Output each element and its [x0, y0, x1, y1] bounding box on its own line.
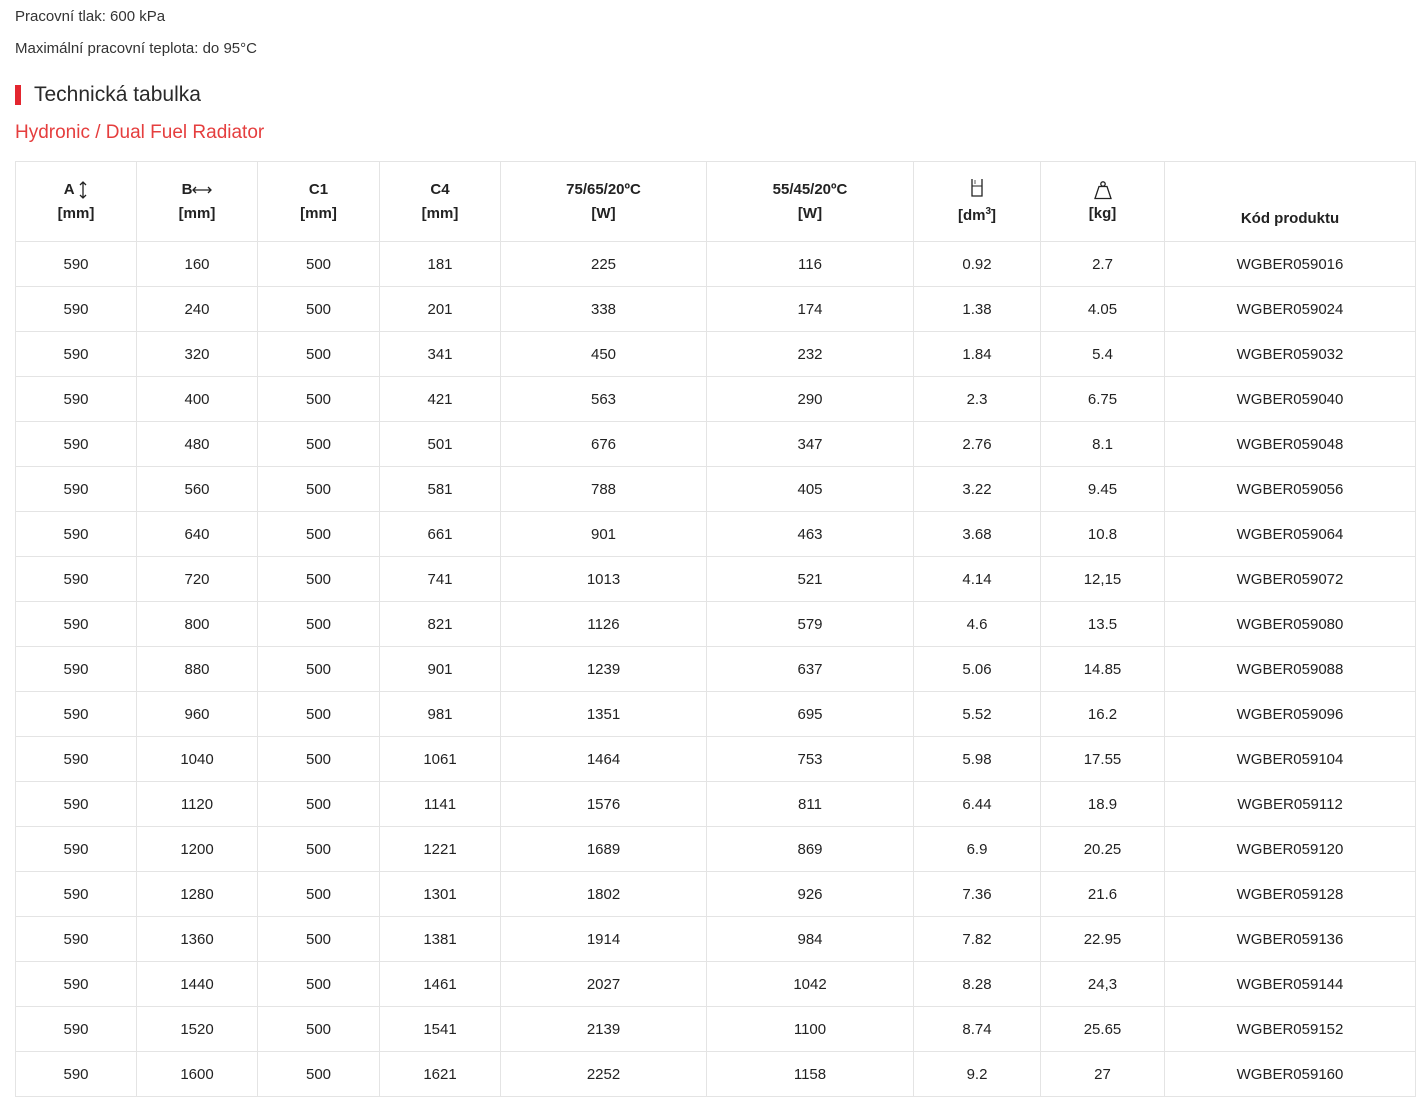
- cell-weight: 14.85: [1041, 647, 1165, 692]
- table-row: [16, 692, 1416, 737]
- cell-a: 590: [16, 1052, 137, 1097]
- cell-output-55: 116: [707, 242, 914, 287]
- cell-output-75: 2027: [501, 962, 707, 1007]
- cell-output-75: 2139: [501, 1007, 707, 1052]
- header-output-75-label: 75/65/20ºC: [566, 180, 641, 198]
- table-row: [16, 872, 1416, 917]
- cell-c1: 500: [258, 647, 380, 692]
- table-row: [16, 467, 1416, 512]
- cell-b: 1440: [137, 962, 258, 1007]
- cell-product-code: WGBER059064: [1165, 512, 1416, 557]
- cell-output-75: 788: [501, 467, 707, 512]
- cell-c4: 1621: [380, 1052, 501, 1097]
- cell-c1: 500: [258, 782, 380, 827]
- cell-a: 590: [16, 917, 137, 962]
- cell-output-55: 1042: [707, 962, 914, 1007]
- table-row: [16, 557, 1416, 602]
- cell-weight: 18.9: [1041, 782, 1165, 827]
- cell-c4: 901: [380, 647, 501, 692]
- cell-weight: 13.5: [1041, 602, 1165, 647]
- table-row: [16, 917, 1416, 962]
- table-row: [16, 242, 1416, 287]
- table-row: [16, 512, 1416, 557]
- cell-a: 590: [16, 287, 137, 332]
- table-header-row: [16, 162, 1416, 242]
- cell-volume: 5.06: [914, 647, 1041, 692]
- cell-output-55: 174: [707, 287, 914, 332]
- cell-c4: 821: [380, 602, 501, 647]
- cell-weight: 9.45: [1041, 467, 1165, 512]
- header-c1-label: C1: [308, 180, 329, 198]
- cell-output-75: 1576: [501, 782, 707, 827]
- header-weight-unit: [kg]: [1088, 204, 1117, 222]
- table-row: [16, 377, 1416, 422]
- cell-output-75: 338: [501, 287, 707, 332]
- cell-output-55: 695: [707, 692, 914, 737]
- cell-output-75: 450: [501, 332, 707, 377]
- cell-output-55: 869: [707, 827, 914, 872]
- cell-output-55: 405: [707, 467, 914, 512]
- cell-c1: 500: [258, 917, 380, 962]
- cell-weight: 4.05: [1041, 287, 1165, 332]
- header-a-label: A: [63, 180, 75, 198]
- header-c1: [258, 162, 380, 242]
- cell-c4: 1301: [380, 872, 501, 917]
- header-c4: [380, 162, 501, 242]
- cell-output-55: 1100: [707, 1007, 914, 1052]
- cell-a: 590: [16, 242, 137, 287]
- cell-product-code: WGBER059032: [1165, 332, 1416, 377]
- cell-c4: 181: [380, 242, 501, 287]
- cell-volume: 8.74: [914, 1007, 1041, 1052]
- cell-product-code: WGBER059056: [1165, 467, 1416, 512]
- cell-product-code: WGBER059160: [1165, 1052, 1416, 1097]
- cell-volume: 1.84: [914, 332, 1041, 377]
- cell-b: 1360: [137, 917, 258, 962]
- cell-product-code: WGBER059152: [1165, 1007, 1416, 1052]
- cell-c1: 500: [258, 467, 380, 512]
- cell-c1: 500: [258, 287, 380, 332]
- cell-c1: 500: [258, 737, 380, 782]
- header-c1-unit: [mm]: [300, 204, 337, 222]
- weight-icon: [1093, 180, 1113, 200]
- cell-product-code: WGBER059096: [1165, 692, 1416, 737]
- cell-output-75: 1351: [501, 692, 707, 737]
- cell-product-code: WGBER059040: [1165, 377, 1416, 422]
- cell-a: 590: [16, 602, 137, 647]
- cell-output-75: 225: [501, 242, 707, 287]
- cell-weight: 12,15: [1041, 557, 1165, 602]
- cell-output-75: 1802: [501, 872, 707, 917]
- table-row: [16, 962, 1416, 1007]
- cell-weight: 5.4: [1041, 332, 1165, 377]
- cell-a: 590: [16, 377, 137, 422]
- cell-a: 590: [16, 467, 137, 512]
- cell-output-75: 676: [501, 422, 707, 467]
- section-title: Technická tabulka: [34, 83, 201, 106]
- cell-product-code: WGBER059144: [1165, 962, 1416, 1007]
- cell-output-55: 811: [707, 782, 914, 827]
- header-b-label: B: [181, 180, 193, 198]
- cell-product-code: WGBER059128: [1165, 872, 1416, 917]
- cell-a: 590: [16, 692, 137, 737]
- header-a: [16, 162, 137, 242]
- cell-c1: 500: [258, 872, 380, 917]
- table-row: [16, 827, 1416, 872]
- cell-b: 800: [137, 602, 258, 647]
- cell-output-55: 637: [707, 647, 914, 692]
- table-row: [16, 422, 1416, 467]
- cell-b: 720: [137, 557, 258, 602]
- technical-table: [15, 161, 1416, 1097]
- header-output-75: [501, 162, 707, 242]
- cell-volume: 2.76: [914, 422, 1041, 467]
- cell-output-55: 463: [707, 512, 914, 557]
- header-volume-unit: $[dm^3]$: [957, 205, 997, 224]
- cell-volume: 7.82: [914, 917, 1041, 962]
- cell-output-55: 232: [707, 332, 914, 377]
- cell-weight: 27: [1041, 1052, 1165, 1097]
- table-row: [16, 782, 1416, 827]
- cell-weight: 24,3: [1041, 962, 1165, 1007]
- cell-c4: 581: [380, 467, 501, 512]
- cell-weight: 21.6: [1041, 872, 1165, 917]
- cell-output-55: 753: [707, 737, 914, 782]
- cell-product-code: WGBER059016: [1165, 242, 1416, 287]
- cell-b: 960: [137, 692, 258, 737]
- cell-weight: 2.7: [1041, 242, 1165, 287]
- cell-output-75: 1013: [501, 557, 707, 602]
- table-row: [16, 1052, 1416, 1097]
- cell-c1: 500: [258, 1007, 380, 1052]
- cell-b: 880: [137, 647, 258, 692]
- cell-weight: 8.1: [1041, 422, 1165, 467]
- cell-c1: 500: [258, 692, 380, 737]
- cell-volume: 2.3: [914, 377, 1041, 422]
- cell-product-code: WGBER059120: [1165, 827, 1416, 872]
- cell-a: 590: [16, 962, 137, 1007]
- working-pressure-text: Pracovní tlak: 600 kPa: [15, 8, 166, 25]
- cell-weight: 10.8: [1041, 512, 1165, 557]
- cell-product-code: WGBER059112: [1165, 782, 1416, 827]
- max-temperature-text: Maximální pracovní teplota: do 95°C: [15, 40, 257, 57]
- product-subtitle: Hydronic / Dual Fuel Radiator: [15, 122, 265, 143]
- table-row: [16, 1007, 1416, 1052]
- cell-c4: 421: [380, 377, 501, 422]
- cell-output-75: 1689: [501, 827, 707, 872]
- cell-output-55: 290: [707, 377, 914, 422]
- cell-c1: 500: [258, 602, 380, 647]
- cell-volume: 0.92: [914, 242, 1041, 287]
- table-body: [16, 242, 1416, 1097]
- cell-b: 1120: [137, 782, 258, 827]
- cell-c4: 981: [380, 692, 501, 737]
- vertical-arrow-icon: [78, 181, 88, 199]
- header-volume: [914, 162, 1041, 242]
- cell-volume: 5.52: [914, 692, 1041, 737]
- cell-volume: 4.6: [914, 602, 1041, 647]
- cell-output-75: 1126: [501, 602, 707, 647]
- cell-a: 590: [16, 512, 137, 557]
- cell-output-55: 521: [707, 557, 914, 602]
- cell-a: 590: [16, 1007, 137, 1052]
- cell-c1: 500: [258, 557, 380, 602]
- cell-output-55: 347: [707, 422, 914, 467]
- cell-output-75: 563: [501, 377, 707, 422]
- cell-output-75: 1239: [501, 647, 707, 692]
- cell-volume: 3.22: [914, 467, 1041, 512]
- cell-b: 400: [137, 377, 258, 422]
- header-output-55-label: 55/45/20ºC: [772, 180, 848, 198]
- cell-weight: 6.75: [1041, 377, 1165, 422]
- section-accent-bar: [15, 85, 21, 105]
- cell-a: 590: [16, 827, 137, 872]
- cell-b: 160: [137, 242, 258, 287]
- cell-weight: 25.65: [1041, 1007, 1165, 1052]
- cell-c1: 500: [258, 242, 380, 287]
- header-product-code-label: Kód produktu: [1240, 210, 1340, 227]
- cell-b: 1200: [137, 827, 258, 872]
- cell-c4: 341: [380, 332, 501, 377]
- cell-b: 320: [137, 332, 258, 377]
- cell-b: 240: [137, 287, 258, 332]
- cell-a: 590: [16, 557, 137, 602]
- header-c4-label: C4: [430, 180, 450, 198]
- cell-c4: 741: [380, 557, 501, 602]
- cell-b: 640: [137, 512, 258, 557]
- cell-product-code: WGBER059104: [1165, 737, 1416, 782]
- header-product-code: [1165, 162, 1416, 242]
- cell-a: 590: [16, 872, 137, 917]
- cell-product-code: WGBER059088: [1165, 647, 1416, 692]
- cell-c4: 201: [380, 287, 501, 332]
- table-row: [16, 737, 1416, 782]
- header-b-unit: [mm]: [178, 204, 216, 222]
- cell-a: 590: [16, 782, 137, 827]
- cell-volume: 6.44: [914, 782, 1041, 827]
- table-row: [16, 647, 1416, 692]
- cell-weight: 20.25: [1041, 827, 1165, 872]
- cell-c1: 500: [258, 962, 380, 1007]
- cell-c1: 500: [258, 332, 380, 377]
- cell-product-code: WGBER059080: [1165, 602, 1416, 647]
- table-row: [16, 602, 1416, 647]
- header-output-55-unit: [W]: [797, 204, 823, 222]
- water-volume-icon: [970, 178, 984, 198]
- cell-volume: 9.2: [914, 1052, 1041, 1097]
- header-b: [137, 162, 258, 242]
- cell-output-75: 901: [501, 512, 707, 557]
- cell-output-55: 984: [707, 917, 914, 962]
- cell-b: 560: [137, 467, 258, 512]
- cell-c1: 500: [258, 512, 380, 557]
- header-output-55: [707, 162, 914, 242]
- cell-weight: 22.95: [1041, 917, 1165, 962]
- table-row: [16, 332, 1416, 377]
- cell-volume: 7.36: [914, 872, 1041, 917]
- cell-product-code: WGBER059048: [1165, 422, 1416, 467]
- cell-c4: 1141: [380, 782, 501, 827]
- cell-volume: 8.28: [914, 962, 1041, 1007]
- cell-b: 1040: [137, 737, 258, 782]
- cell-c4: 1381: [380, 917, 501, 962]
- header-c4-unit: [mm]: [421, 204, 459, 222]
- cell-c1: 500: [258, 827, 380, 872]
- cell-a: 590: [16, 647, 137, 692]
- cell-output-75: 2252: [501, 1052, 707, 1097]
- cell-a: 590: [16, 737, 137, 782]
- cell-c4: 661: [380, 512, 501, 557]
- header-output-75-unit: [W]: [591, 204, 616, 222]
- cell-output-55: 926: [707, 872, 914, 917]
- cell-c4: 1061: [380, 737, 501, 782]
- cell-c1: 500: [258, 1052, 380, 1097]
- cell-c1: 500: [258, 377, 380, 422]
- cell-weight: 17.55: [1041, 737, 1165, 782]
- header-weight: [1041, 162, 1165, 242]
- cell-volume: 1.38: [914, 287, 1041, 332]
- cell-product-code: WGBER059072: [1165, 557, 1416, 602]
- cell-c4: 501: [380, 422, 501, 467]
- cell-a: 590: [16, 422, 137, 467]
- cell-b: 480: [137, 422, 258, 467]
- cell-volume: 5.98: [914, 737, 1041, 782]
- cell-volume: 4.14: [914, 557, 1041, 602]
- cell-b: 1280: [137, 872, 258, 917]
- cell-weight: 16.2: [1041, 692, 1165, 737]
- cell-a: 590: [16, 332, 137, 377]
- horizontal-arrow-icon: [192, 185, 212, 195]
- table-row: [16, 287, 1416, 332]
- cell-b: 1520: [137, 1007, 258, 1052]
- cell-c1: 500: [258, 422, 380, 467]
- cell-output-55: 1158: [707, 1052, 914, 1097]
- header-a-unit: [mm]: [57, 204, 95, 222]
- cell-product-code: WGBER059024: [1165, 287, 1416, 332]
- cell-b: 1600: [137, 1052, 258, 1097]
- section-heading: [15, 84, 1414, 106]
- cell-c4: 1461: [380, 962, 501, 1007]
- cell-volume: 6.9: [914, 827, 1041, 872]
- cell-volume: 3.68: [914, 512, 1041, 557]
- cell-output-75: 1914: [501, 917, 707, 962]
- cell-c4: 1541: [380, 1007, 501, 1052]
- cell-output-55: 579: [707, 602, 914, 647]
- cell-c4: 1221: [380, 827, 501, 872]
- cell-product-code: WGBER059136: [1165, 917, 1416, 962]
- cell-output-75: 1464: [501, 737, 707, 782]
